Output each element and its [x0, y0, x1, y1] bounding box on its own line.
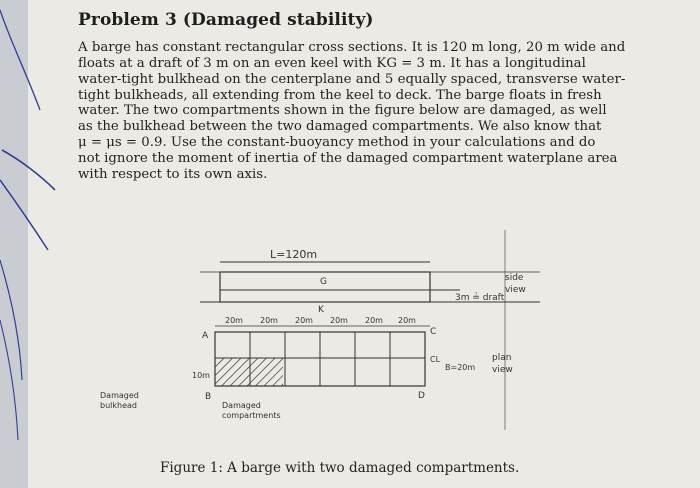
damaged-compartments-label-2: compartments — [222, 411, 281, 420]
corner-a-label: A — [202, 331, 209, 341]
statement-line: water. The two compartments shown in the figure below are damaged, as well — [78, 103, 607, 119]
barge-figure — [100, 210, 640, 445]
statement-line: floats at a draft of 3 m on an even keel with KG = 3 m. It has a longitudinal — [78, 55, 586, 71]
corner-d-label: D — [418, 391, 425, 401]
plan-view-label-2: view — [492, 365, 513, 375]
spacing-label: 20m — [295, 316, 313, 325]
draft-label: 3m ≟ draft — [455, 293, 505, 303]
damaged-compartment-hatch — [215, 358, 283, 386]
length-label: L=120m — [270, 248, 318, 261]
side-view-label-2: view — [505, 285, 526, 295]
spacing-label: 20m — [330, 316, 348, 325]
spacing-label: 20m — [225, 316, 243, 325]
statement-line: as the bulkhead between the two damaged compartments. We also know that — [78, 119, 602, 135]
statement-line: tight bulkheads, all extending from the keel to deck. The barge floats in fresh — [78, 87, 602, 103]
statement-line: not ignore the moment of inertia of the damaged compartment waterplane area — [78, 150, 618, 166]
statement-line: with respect to its own axis. — [78, 166, 268, 182]
plan-view-label-1: plan — [492, 353, 512, 363]
blue-pen-marks — [0, 0, 60, 488]
k-label: K — [318, 305, 324, 315]
damaged-compartments-label-1: Damaged — [222, 401, 261, 410]
breadth-label: B=20m — [445, 363, 476, 372]
problem-title: Problem 3 (Damaged stability) — [78, 10, 374, 30]
g-label: G — [320, 277, 327, 287]
centerline-label: CL — [430, 355, 441, 364]
corner-c-label: C — [430, 327, 437, 337]
damaged-bulkhead-label-2: bulkhead — [100, 401, 137, 410]
figure-caption: Figure 1: A barge with two damaged compartments. — [160, 460, 520, 476]
statement-line: A barge has constant rectangular cross sections. It is 120 m long, 20 m wide and — [78, 40, 626, 55]
damaged-bulkhead-label-1: Damaged — [100, 391, 139, 400]
side-view-label-1: side — [505, 273, 524, 283]
spacing-label: 20m — [398, 316, 416, 325]
spacing-label: 20m — [365, 316, 383, 325]
statement-line: μ = μs = 0.9. Use the constant-buoyancy method in your calculations and do — [78, 135, 596, 151]
spacing-label: 20m — [260, 316, 278, 325]
corner-b-label: B — [205, 392, 212, 402]
statement-line: water-tight bulkhead on the centerplane and 5 equally spaced, transverse water- — [78, 71, 626, 87]
problem-statement — [78, 40, 638, 183]
half-width-label: 10m — [192, 371, 210, 380]
